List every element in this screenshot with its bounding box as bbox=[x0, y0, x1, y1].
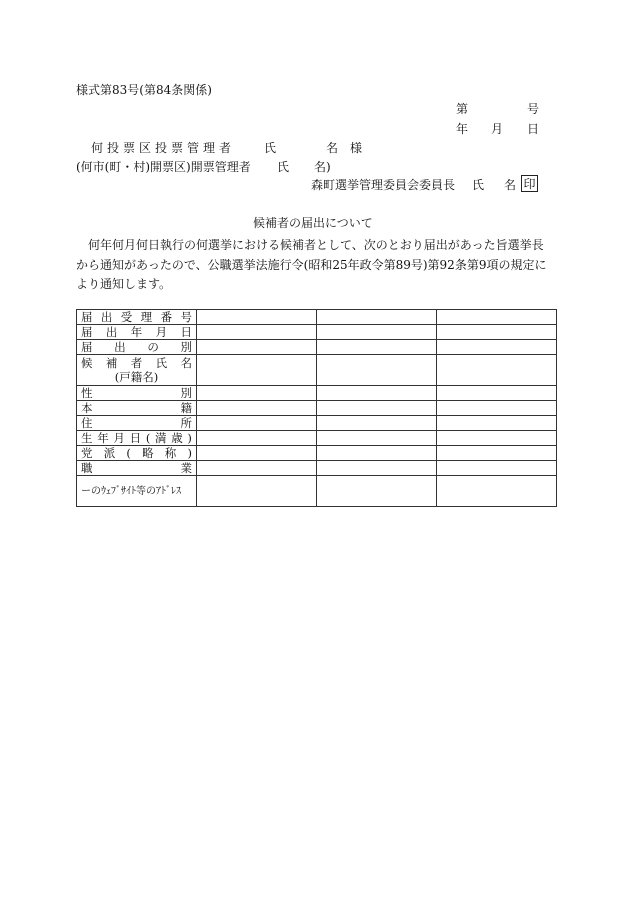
table-label-cell bbox=[77, 446, 197, 461]
row-label: 届 出 の 別 bbox=[81, 340, 192, 354]
row-label: 生 年 月 日 ( 満 歳 ) bbox=[81, 431, 192, 445]
sender-mei: 名 bbox=[504, 178, 517, 192]
table-label-cell bbox=[77, 310, 197, 325]
table-row bbox=[77, 461, 557, 476]
table-value-cell bbox=[197, 340, 317, 355]
table-value-cell bbox=[317, 476, 437, 507]
table-label-cell bbox=[77, 476, 197, 507]
table-label-cell bbox=[77, 340, 197, 355]
date-year: 年 bbox=[456, 122, 469, 136]
table-value-cell bbox=[197, 355, 317, 386]
table-value-cell bbox=[317, 340, 437, 355]
seal-stamp: 印 bbox=[521, 175, 538, 192]
table-value-cell bbox=[317, 416, 437, 431]
table-label-cell bbox=[77, 461, 197, 476]
table-row bbox=[77, 476, 557, 507]
table-value-cell bbox=[197, 416, 317, 431]
table-value-cell bbox=[437, 340, 557, 355]
table-label-cell bbox=[77, 386, 197, 401]
row-label: ーのｳｪﾌﾞｻｲﾄ等のｱﾄﾞﾚｽ bbox=[81, 486, 181, 497]
row-label: 候 補 者 氏 名 bbox=[81, 356, 192, 370]
row-label: 本 籍 bbox=[81, 401, 192, 415]
table-value-cell bbox=[197, 386, 317, 401]
document-title: 候補者の届出について bbox=[253, 216, 373, 230]
table-value-cell bbox=[197, 446, 317, 461]
row-label: 職 業 bbox=[81, 461, 192, 475]
table-value-cell bbox=[197, 310, 317, 325]
table-value-cell bbox=[317, 355, 437, 386]
table-row bbox=[77, 386, 557, 401]
table-value-cell bbox=[317, 431, 437, 446]
table-value-cell bbox=[317, 461, 437, 476]
table-value-cell bbox=[317, 446, 437, 461]
addressee-line-2: (何市(町・村)開票区)開票管理者 bbox=[76, 160, 251, 174]
row-label: 届 出 受 理 番 号 bbox=[81, 310, 192, 324]
row-label: 党 派 ( 略 称 ) bbox=[81, 446, 192, 460]
table-value-cell bbox=[437, 461, 557, 476]
table-row bbox=[77, 446, 557, 461]
table-value-cell bbox=[437, 310, 557, 325]
table-row bbox=[77, 355, 557, 386]
addressee-line-2-mei: 名) bbox=[314, 160, 331, 174]
row-label: 性 別 bbox=[81, 386, 192, 400]
form-code: 様式第83号(第84条関係) bbox=[76, 83, 212, 97]
table-value-cell bbox=[317, 325, 437, 340]
table-value-cell bbox=[437, 401, 557, 416]
table-label-cell bbox=[77, 325, 197, 340]
addressee-line-1-mei: 名 bbox=[326, 141, 339, 155]
sender-shi: 氏 bbox=[472, 178, 485, 192]
table-value-cell bbox=[197, 401, 317, 416]
addressee-line-1: 何投票区投票管理者 bbox=[91, 141, 236, 155]
table-value-cell bbox=[437, 431, 557, 446]
addressee-line-1-sama: 様 bbox=[350, 141, 363, 155]
table-label-cell bbox=[77, 401, 197, 416]
body-paragraph: 何年何月何日執行の何選挙における候補者として、次のとおり届出があった旨選挙長から通知があったので、公職選挙法施行令(昭和25年政令第89号)第92条第9項の規定により通知します。 bbox=[76, 238, 547, 291]
table-label-cell bbox=[77, 431, 197, 446]
addressee-line-1-shi: 氏 bbox=[264, 141, 277, 155]
date-day: 日 bbox=[527, 122, 540, 136]
table-value-cell bbox=[317, 401, 437, 416]
table-label-cell bbox=[77, 416, 197, 431]
doc-number-go: 号 bbox=[527, 102, 540, 116]
table-value-cell bbox=[437, 416, 557, 431]
table-value-cell bbox=[197, 431, 317, 446]
table-row bbox=[77, 325, 557, 340]
sender-org: 森町選挙管理委員会委員長 bbox=[311, 178, 456, 192]
date-month: 月 bbox=[491, 122, 504, 136]
table-value-cell bbox=[197, 325, 317, 340]
table-row bbox=[77, 401, 557, 416]
table-value-cell bbox=[197, 461, 317, 476]
doc-number-dai: 第 bbox=[456, 102, 469, 116]
table-value-cell bbox=[317, 310, 437, 325]
row-sublabel: (戸籍名) bbox=[114, 370, 159, 384]
table-label-cell bbox=[77, 355, 197, 386]
row-label: 住 所 bbox=[81, 416, 192, 430]
table-value-cell bbox=[437, 325, 557, 340]
table-value-cell bbox=[437, 355, 557, 386]
table-row bbox=[77, 416, 557, 431]
table-value-cell bbox=[197, 476, 317, 507]
table-value-cell bbox=[437, 446, 557, 461]
row-label: 届 出 年 月 日 bbox=[81, 325, 192, 339]
table-row bbox=[77, 431, 557, 446]
table-row bbox=[77, 340, 557, 355]
table-value-cell bbox=[317, 386, 437, 401]
table-row bbox=[77, 310, 557, 325]
notification-table bbox=[76, 309, 557, 507]
table-value-cell bbox=[437, 386, 557, 401]
table-value-cell bbox=[437, 476, 557, 507]
addressee-line-2-shi: 氏 bbox=[277, 160, 290, 174]
